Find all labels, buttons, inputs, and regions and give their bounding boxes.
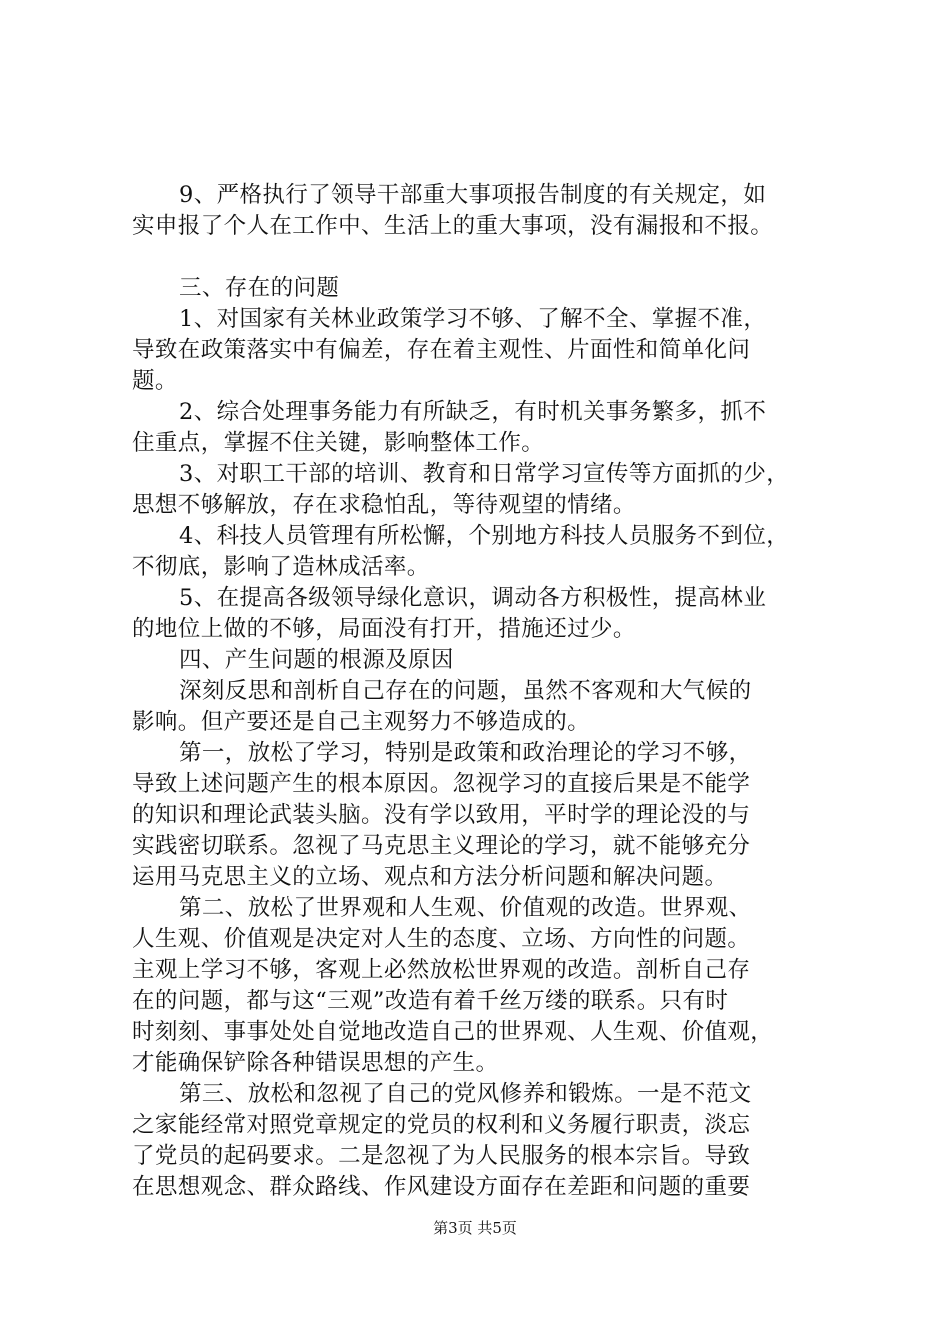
text-line: 不彻底，影响了造林成活率。 xyxy=(132,554,430,580)
text-line: 导致上述问题产生的根本原因。忽视学习的直接后果是不能学 xyxy=(132,771,751,797)
text-line: 2、综合处理事务能力有所缺乏，有时机关事务繁多，抓不 xyxy=(179,399,767,425)
document-body xyxy=(132,180,832,1203)
text-line: 第二、放松了世界观和人生观、价值观的改造。世界观、 xyxy=(179,895,752,921)
text-line: 深刻反思和剖析自己存在的问题，虽然不客观和大气候的 xyxy=(179,678,752,704)
text-line: 5、在提高各级领导绿化意识，调动各方积极性，提高林业 xyxy=(179,585,767,611)
text-line: 之家能经常对照党章规定的党员的权利和义务履行职责，淡忘 xyxy=(132,1112,751,1138)
text-line: 住重点，掌握不住关键，影响整体工作。 xyxy=(132,430,545,456)
text-line: 3、对职工干部的培训、教育和日常学习宣传等方面抓的少， xyxy=(179,461,790,487)
text-line: 实申报了个人在工作中、生活上的重大事项，没有漏报和不报。 xyxy=(132,213,774,239)
text-line: 第三、放松和忽视了自己的党风修养和锻炼。一是不范文 xyxy=(179,1081,752,1107)
section-heading: 四、产生问题的根源及原因 xyxy=(179,647,454,673)
text-line: 题。 xyxy=(132,368,178,394)
text-line: 9、严格执行了领导干部重大事项报告制度的有关规定，如 xyxy=(179,182,767,208)
text-line: 思想不够解放，存在求稳怕乱，等待观望的情绪。 xyxy=(132,492,636,518)
text-line: 第一，放松了学习，特别是政策和政治理论的学习不够， xyxy=(179,740,752,766)
text-line: 4、科技人员管理有所松懈，个别地方科技人员服务不到位， xyxy=(179,523,790,549)
text-line: 在的问题，都与这“三观”改造有着千丝万缕的联系。只有时 xyxy=(132,988,729,1014)
text-line: 人生观、价值观是决定对人生的态度、立场、方向性的问题。 xyxy=(132,926,751,952)
text-line: 的地位上做的不够，局面没有打开，措施还过少。 xyxy=(132,616,636,642)
section-heading: 三、存在的问题 xyxy=(179,275,340,301)
text-line: 主观上学习不够，客观上必然放松世界观的改造。剖析自己存 xyxy=(132,957,751,983)
text-line: 运用马克思主义的立场、观点和方法分析问题和解决问题。 xyxy=(132,864,728,890)
text-line: 时刻刻、事事处处自觉地改造自己的世界观、人生观、价值观， xyxy=(132,1019,774,1045)
page-number-footer: 第3页 共5页 xyxy=(433,1219,517,1237)
text-line: 才能确保铲除各种错误思想的产生。 xyxy=(132,1050,499,1076)
text-line: 的知识和理论武装头脑。没有学以致用，平时学的理论没的与 xyxy=(132,802,751,828)
text-line: 了党员的起码要求。二是忽视了为人民服务的根本宗旨。导致 xyxy=(132,1143,751,1169)
text-line: 影响。但产要还是自己主观努力不够造成的。 xyxy=(132,709,591,735)
text-line: 在思想观念、群众路线、作风建设方面存在差距和问题的重要 xyxy=(132,1174,751,1200)
blank-line xyxy=(132,242,832,273)
text-line: 1、对国家有关林业政策学习不够、了解不全、掌握不准， xyxy=(179,306,767,332)
text-line: 实践密切联系。忽视了马克思主义理论的学习，就不能够充分 xyxy=(132,833,751,859)
text-line: 导致在政策落实中有偏差，存在着主观性、片面性和简单化问 xyxy=(132,337,751,363)
